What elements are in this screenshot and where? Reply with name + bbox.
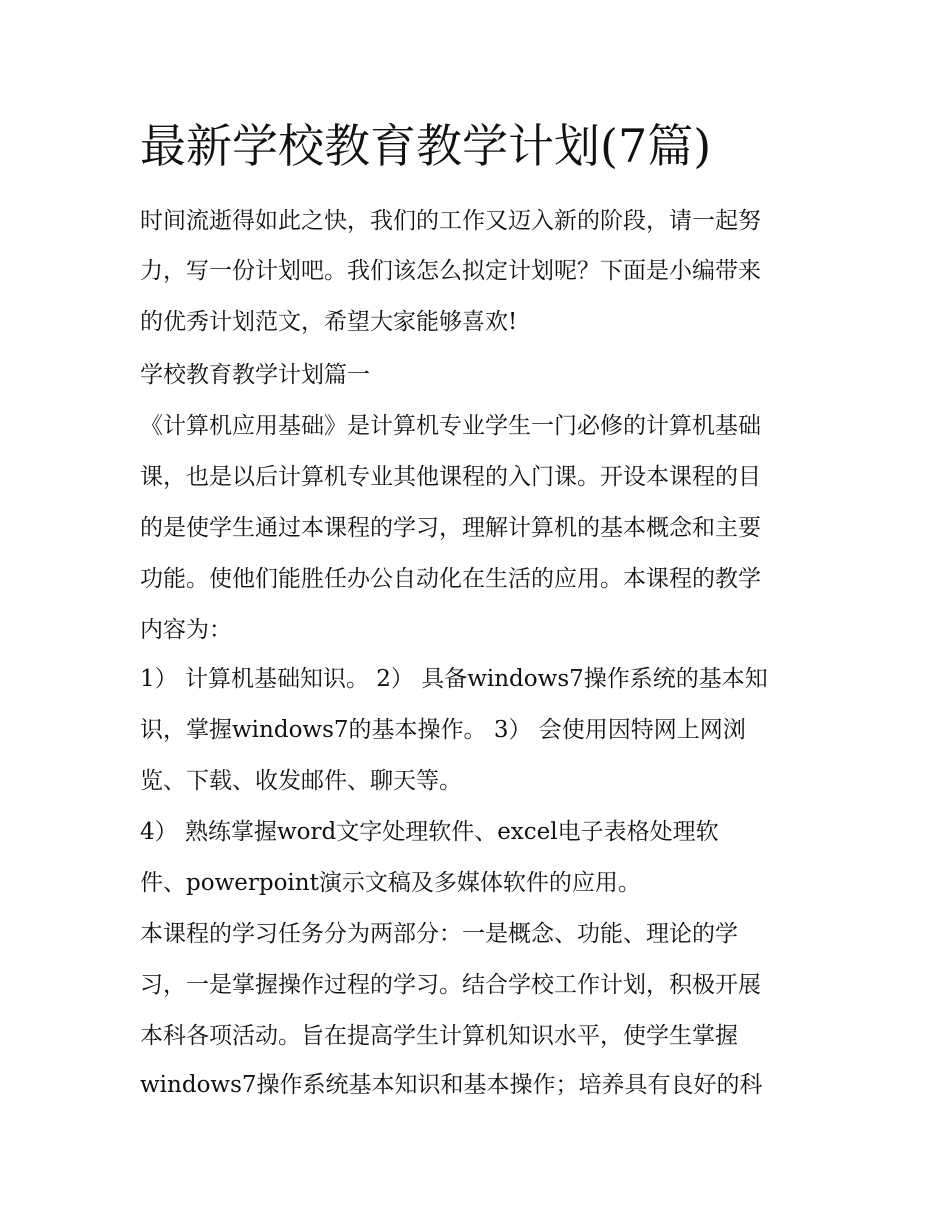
text-line-8: 功能。使他们能胜任办公自动化在生活的应用。本课程的教学 — [140, 566, 761, 592]
list-item-4-cont: 件、powerpoint演示文稿及多媒体软件的应用。 — [140, 870, 641, 896]
section-heading: 学校教育教学计划篇一 — [140, 362, 370, 388]
text-line-5: 《计算机应用基础》是计算机专业学生一门必修的计算机基础 — [140, 413, 761, 439]
document-title: 最新学校教育教学计划(7篇) — [140, 119, 712, 173]
text-line-1: 时间流逝得如此之快，我们的工作又迈入新的阶段，请一起努 — [140, 208, 761, 234]
text-line-3: 的优秀计划范文，希望大家能够喜欢! — [140, 309, 518, 335]
text-line-7: 的是使学生通过本课程的学习，理解计算机的基本概念和主要 — [140, 515, 761, 541]
text-line-16: 习，一是掌握操作过程的学习。结合学校工作计划，积极开展 — [140, 972, 761, 998]
list-item-1-2: 1） 计算机基础知识。 2） 具备windows7操作系统的基本知 — [140, 666, 768, 692]
text-line-15: 本课程的学习任务分为两部分：一是概念、功能、理论的学 — [140, 921, 738, 947]
text-line-6: 课，也是以后计算机专业其他课程的入门课。开设本课程的目 — [140, 464, 761, 490]
text-line-18: windows7操作系统基本知识和基本操作；培养具有良好的科 — [140, 1072, 763, 1098]
text-line-9: 内容为： — [140, 617, 232, 643]
list-item-2-3: 识，掌握windows7的基本操作。 3） 会使用因特网上网浏 — [140, 717, 746, 743]
text-line-2: 力，写一份计划吧。我们该怎么拟定计划呢？下面是小编带来 — [140, 258, 761, 284]
list-item-3-cont: 览、下载、收发邮件、聊天等。 — [140, 768, 462, 794]
text-line-17: 本科各项活动。旨在提高学生计算机知识水平，使学生掌握 — [140, 1023, 738, 1049]
list-item-4: 4） 熟练掌握word文字处理软件、excel电子表格处理软 — [140, 819, 719, 845]
